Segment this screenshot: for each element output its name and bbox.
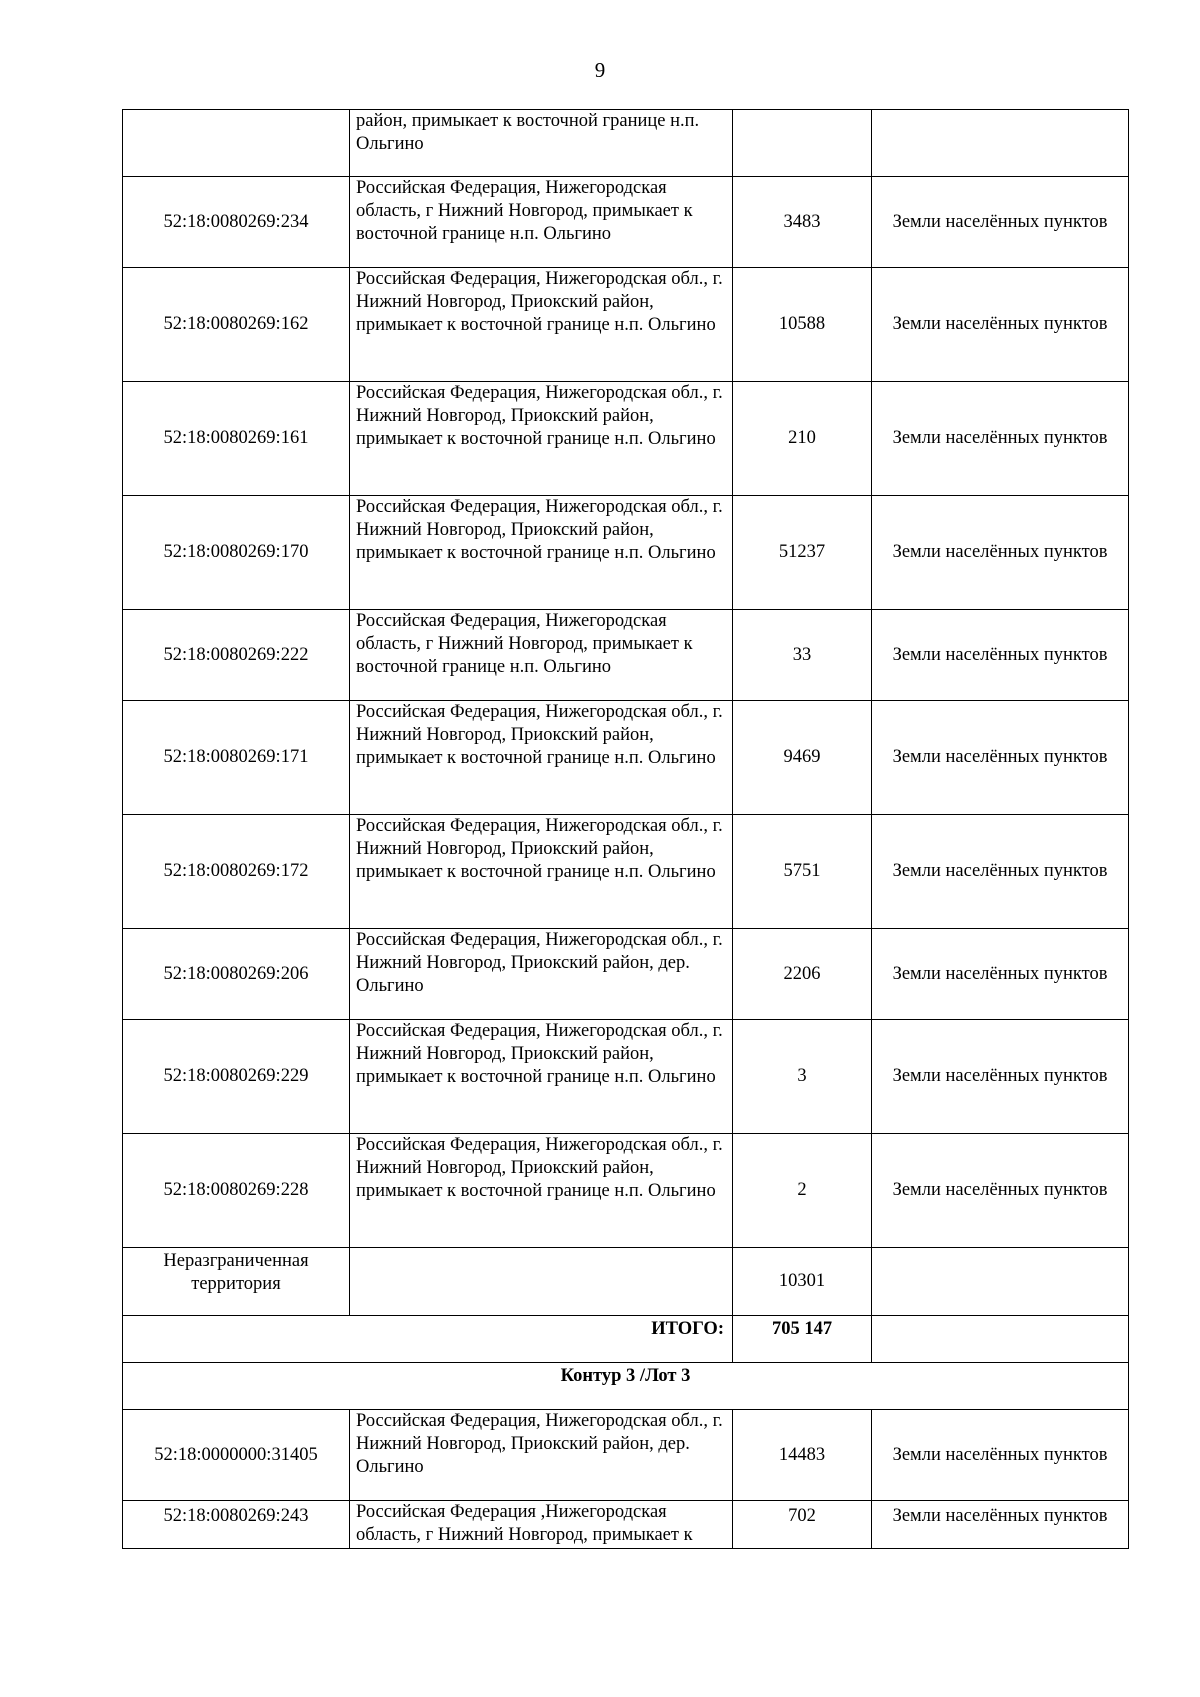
category-cell [872, 110, 1129, 177]
table-row [123, 268, 1129, 382]
cadastral-number: 52:18:0080269:234 [123, 177, 350, 268]
category-cell [872, 1248, 1129, 1316]
area-cell: 9469 [733, 701, 872, 815]
area-cell: 51237 [733, 496, 872, 610]
cadastral-number: 52:18:0080269:222 [123, 610, 350, 701]
cadastral-number: 52:18:0080269:206 [123, 929, 350, 1020]
address-cell: Российская Федерация, Нижегородская обл., г. Нижний Новгород, Приокский район, примыкает к восточной границе н.п. Ольгино [350, 815, 733, 929]
address-cell: Российская Федерация, Нижегородская обл., г. Нижний Новгород, Приокский район, примыкает к восточной границе н.п. Ольгино [350, 382, 733, 496]
table-row [123, 382, 1129, 496]
table-row [123, 1248, 1129, 1316]
address-cell: Российская Федерация, Нижегородская обл., г. Нижний Новгород, Приокский район, дер. Ольгино [350, 929, 733, 1020]
area-cell [733, 110, 872, 177]
cadastral-number: 52:18:0080269:171 [123, 701, 350, 815]
cadastral-number: 52:18:0000000:31405 [123, 1410, 350, 1501]
category-cell: Земли населённых пунктов [872, 929, 1129, 1020]
category-cell: Земли населённых пунктов [872, 382, 1129, 496]
cadastral-number: 52:18:0080269:172 [123, 815, 350, 929]
category-cell: Земли населённых пунктов [872, 1501, 1129, 1549]
land-plots-table [122, 109, 1129, 1549]
address-cell: Российская Федерация, Нижегородская обл., г. Нижний Новгород, Приокский район, дер. Ольгино [350, 1410, 733, 1501]
table-row [123, 1410, 1129, 1501]
area-cell: 14483 [733, 1410, 872, 1501]
area-cell: 33 [733, 610, 872, 701]
address-cell: Российская Федерация, Нижегородская обл., г. Нижний Новгород, Приокский район, примыкает к восточной границе н.п. Ольгино [350, 1134, 733, 1248]
address-cell: Российская Федерация, Нижегородская область, г Нижний Новгород, примыкает к восточной границе н.п. Ольгино [350, 610, 733, 701]
address-cell: Российская Федерация, Нижегородская обл., г. Нижний Новгород, Приокский район, примыкает к восточной границе н.п. Ольгино [350, 496, 733, 610]
section-title: Контур 3 /Лот 3 [123, 1363, 1129, 1410]
cadastral-number: 52:18:0080269:161 [123, 382, 350, 496]
category-cell: Земли населённых пунктов [872, 1134, 1129, 1248]
section-header-row [123, 1363, 1129, 1410]
category-cell: Земли населённых пунктов [872, 1020, 1129, 1134]
cadastral-number: 52:18:0080269:243 [123, 1501, 350, 1549]
table-row [123, 110, 1129, 177]
cadastral-number: 52:18:0080269:170 [123, 496, 350, 610]
empty-cell [872, 1316, 1129, 1363]
table-row [123, 1020, 1129, 1134]
total-value: 705 147 [733, 1316, 872, 1363]
cadastral-number: 52:18:0080269:228 [123, 1134, 350, 1248]
category-cell: Земли населённых пунктов [872, 268, 1129, 382]
area-cell: 702 [733, 1501, 872, 1549]
unclaimed-territory-label: Неразграниченная территория [123, 1248, 350, 1316]
area-cell: 10301 [733, 1248, 872, 1316]
address-cell [350, 1248, 733, 1316]
cadastral-number [123, 110, 350, 177]
area-cell: 3483 [733, 177, 872, 268]
address-cell: Российская Федерация, Нижегородская обл., г. Нижний Новгород, Приокский район, примыкает к восточной границе н.п. Ольгино [350, 701, 733, 815]
category-cell: Земли населённых пунктов [872, 496, 1129, 610]
area-cell: 2206 [733, 929, 872, 1020]
page-number: 9 [594, 58, 606, 82]
address-cell: Российская Федерация, Нижегородская обл., г. Нижний Новгород, Приокский район, примыкает к восточной границе н.п. Ольгино [350, 1020, 733, 1134]
area-cell: 10588 [733, 268, 872, 382]
area-cell: 2 [733, 1134, 872, 1248]
area-cell: 3 [733, 1020, 872, 1134]
address-cell: район, примыкает к восточной границе н.п. Ольгино [350, 110, 733, 177]
table-row [123, 929, 1129, 1020]
category-cell: Земли населённых пунктов [872, 1410, 1129, 1501]
address-cell: Российская Федерация ,Нижегородская область, г Нижний Новгород, примыкает к [350, 1501, 733, 1549]
total-label: ИТОГО: [123, 1316, 733, 1363]
area-cell: 5751 [733, 815, 872, 929]
table-row [123, 177, 1129, 268]
table-row [123, 701, 1129, 815]
table-row [123, 1134, 1129, 1248]
category-cell: Земли населённых пунктов [872, 177, 1129, 268]
area-cell: 210 [733, 382, 872, 496]
table-row [123, 815, 1129, 929]
category-cell: Земли населённых пунктов [872, 701, 1129, 815]
address-cell: Российская Федерация, Нижегородская область, г Нижний Новгород, примыкает к восточной границе н.п. Ольгино [350, 177, 733, 268]
table-row [123, 610, 1129, 701]
category-cell: Земли населённых пунктов [872, 815, 1129, 929]
table-row [123, 1501, 1129, 1549]
cadastral-number: 52:18:0080269:162 [123, 268, 350, 382]
total-row [123, 1316, 1129, 1363]
category-cell: Земли населённых пунктов [872, 610, 1129, 701]
table-row [123, 496, 1129, 610]
cadastral-number: 52:18:0080269:229 [123, 1020, 350, 1134]
address-cell: Российская Федерация, Нижегородская обл., г. Нижний Новгород, Приокский район, примыкает к восточной границе н.п. Ольгино [350, 268, 733, 382]
